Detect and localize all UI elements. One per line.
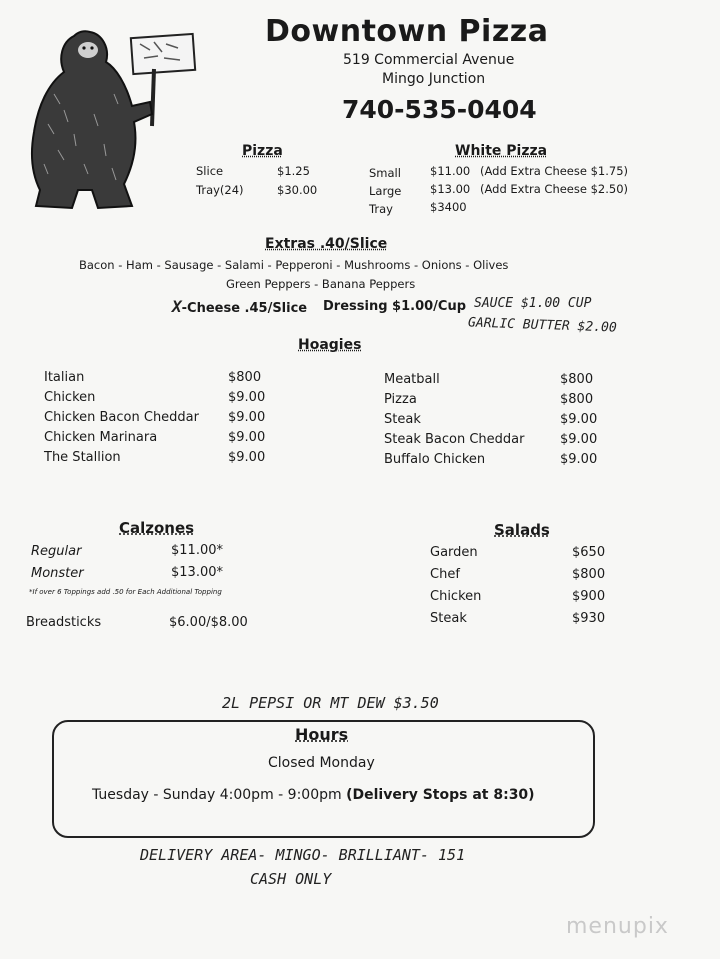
address-line-1: 519 Commercial Avenue xyxy=(343,52,515,68)
menu-item-name: Chicken Bacon Cheddar xyxy=(44,410,199,425)
menu-item-name: Italian xyxy=(44,370,85,385)
hours-heading: Hours xyxy=(295,725,349,744)
menu-item-price: $9.00 xyxy=(228,390,266,405)
extras-heading: Extras .40/Slice xyxy=(265,236,388,252)
menu-item-name: Buffalo Chicken xyxy=(384,452,486,467)
delivery-stops: (Delivery Stops at 8:30) xyxy=(346,787,535,803)
menu-item-name: Pizza xyxy=(384,392,417,407)
menu-item-price: $9.00 xyxy=(228,410,266,425)
calzone-item-name: Monster xyxy=(31,566,84,581)
drinks-handwritten: 2L PEPSI OR MT DEW $3.50 xyxy=(222,694,439,712)
calzones-heading: Calzones xyxy=(119,519,195,537)
menu-item-price: $900 xyxy=(572,589,606,604)
extra-cheese-mark: X-Cheese .45/Slice xyxy=(172,297,308,316)
menu-item-price: $9.00 xyxy=(560,452,598,467)
menu-item-name: Chicken xyxy=(44,390,96,405)
calzone-item-price: $11.00* xyxy=(171,543,223,558)
hoagies-heading: Hoagies xyxy=(298,337,362,353)
white-pizza-item-price: $11.00 xyxy=(430,164,471,178)
calzone-item-price: $13.00* xyxy=(171,565,223,580)
calzone-item-name: Regular xyxy=(31,544,82,559)
white-pizza-item-price: $3400 xyxy=(430,200,467,214)
hours-schedule xyxy=(92,787,535,803)
dressing-price: Dressing $1.00/Cup xyxy=(323,299,467,314)
white-pizza-item-name: Small xyxy=(369,166,401,180)
menu-item-name: Meatball xyxy=(384,372,440,387)
menu-item-name: Steak Bacon Cheddar xyxy=(384,432,525,447)
pizza-item-name: Tray(24) xyxy=(196,183,244,197)
garlic-butter-handwritten: GARLIC BUTTER $2.00 xyxy=(467,315,617,336)
pizza-item-price: $1.25 xyxy=(277,164,310,178)
pizza-item-price: $30.00 xyxy=(277,183,318,197)
menu-item-price: $800 xyxy=(572,567,606,582)
white-pizza-item-name: Large xyxy=(369,184,402,198)
hours-schedule-text: Tuesday - Sunday 4:00pm - 9:00pm xyxy=(92,787,342,803)
menu-item-name: Steak xyxy=(430,611,467,626)
menu-item-price: $9.00 xyxy=(560,432,598,447)
white-pizza-item-note: (Add Extra Cheese $1.75) xyxy=(480,164,629,178)
breadsticks-name: Breadsticks xyxy=(26,615,102,630)
menu-item-price: $650 xyxy=(572,545,606,560)
address-line-2: Mingo Junction xyxy=(382,71,486,87)
hours-closed: Closed Monday xyxy=(268,755,375,771)
extras-toppings-line-2: Green Peppers - Banana Peppers xyxy=(226,277,416,291)
menu-item-price: $9.00 xyxy=(228,450,266,465)
menu-item-price: $930 xyxy=(572,611,606,626)
menu-item-name: Chef xyxy=(430,567,460,582)
extras-toppings-line-1: Bacon - Ham - Sausage - Salami - Pepperoni - Mushrooms - Onions - Olives xyxy=(79,258,509,272)
bigfoot-mascot-illustration xyxy=(14,14,204,214)
menu-item-price: $800 xyxy=(560,372,594,387)
salads-heading: Salads xyxy=(494,521,550,539)
white-pizza-heading: White Pizza xyxy=(455,143,548,159)
menu-item-name: The Stallion xyxy=(44,450,121,465)
menu-item-price: $800 xyxy=(228,370,262,385)
delivery-area-handwritten: DELIVERY AREA- MINGO- BRILLIANT- 151 xyxy=(140,846,466,864)
menupix-watermark: menupix xyxy=(566,914,669,939)
white-pizza-item-note: (Add Extra Cheese $2.50) xyxy=(480,182,629,196)
sauce-handwritten: SAUCE $1.00 CUP xyxy=(474,296,592,311)
white-pizza-item-price: $13.00 xyxy=(430,182,471,196)
calzone-footnote: *If over 6 Toppings add .50 for Each Additional Topping xyxy=(29,588,222,596)
menu-item-price: $9.00 xyxy=(560,412,598,427)
menu-item-name: Garden xyxy=(430,545,478,560)
menu-item-name: Steak xyxy=(384,412,421,427)
white-pizza-item-name: Tray xyxy=(369,202,393,216)
menu-item-name: Chicken Marinara xyxy=(44,430,158,445)
restaurant-title: Downtown Pizza xyxy=(265,14,549,49)
menu-item-name: Chicken xyxy=(430,589,482,604)
pizza-heading: Pizza xyxy=(242,143,283,159)
pizza-item-name: Slice xyxy=(196,164,224,178)
breadsticks-price: $6.00/$8.00 xyxy=(169,615,248,630)
menu-item-price: $9.00 xyxy=(228,430,266,445)
menu-item-price: $800 xyxy=(560,392,594,407)
cash-only-handwritten: CASH ONLY xyxy=(250,870,332,888)
phone-number: 740-535-0404 xyxy=(342,95,537,124)
